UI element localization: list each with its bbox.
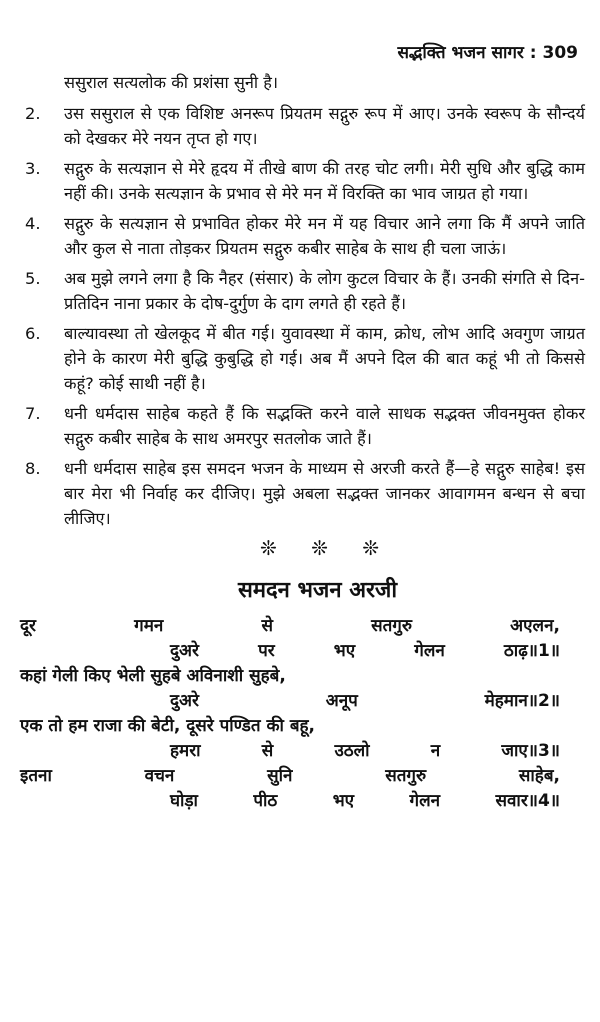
verse-line — [170, 639, 560, 664]
verse-line — [170, 739, 560, 764]
verse-word: घोड़ा — [170, 791, 198, 811]
paragraph-text: धनी धर्मदास साहेब इस समदन भजन के माध्यम से अरजी करते हैं—हे सद्गुरु साहेब! इस बार मेरा भी निर्वाह कर दीजिए। मुझे अबला सद्भक्त जानकर आवागमन बन्धन से बचा लीजिए। — [64, 459, 585, 528]
body-text — [20, 70, 585, 814]
verse-word: भए — [333, 641, 356, 661]
verse-word: दुअरे — [170, 641, 199, 661]
verse-word: दुअरे — [170, 691, 199, 711]
paragraph-number: 6. — [25, 324, 41, 343]
verse-word: से — [261, 741, 274, 761]
verse-line — [170, 789, 560, 814]
verse-word: गेलन — [414, 641, 445, 661]
ornament-divider: ❊ ❊ ❊ — [260, 536, 393, 560]
verse-word: गमन — [134, 616, 164, 636]
verse-word: से — [261, 616, 273, 636]
verse-word: दूर — [20, 616, 36, 636]
verse-word: इतना — [20, 766, 52, 786]
paragraph-text: अब मुझे लगने लगा है कि नैहर (संसार) के लोग कुटल विचार के हैं। उनकी संगति से दिन-प्रतिदिन नाना प्रकार के दोष-दुर्गुण के दाग लगते ही रहते हैं। — [64, 269, 585, 313]
paragraph-3 — [20, 156, 585, 206]
verse-word: पीठ — [253, 791, 278, 811]
verse-word: गेलन — [409, 791, 441, 811]
paragraph-number: 7. — [25, 404, 41, 423]
verse-word: अनूप — [325, 691, 358, 711]
verse-line — [20, 764, 560, 789]
paragraph-2 — [20, 101, 585, 151]
paragraph-6 — [20, 321, 585, 396]
verse-word: हमरा — [170, 741, 201, 761]
paragraph-8 — [20, 456, 585, 531]
verse-word: सतगुरु — [385, 766, 427, 786]
verse-line — [20, 614, 560, 639]
verse-line — [20, 664, 560, 689]
verse-word: कहां गेली किए भेली सुहबे अविनाशी सुहबे, — [20, 666, 286, 686]
paragraph-4 — [20, 211, 585, 261]
verse-line — [20, 714, 560, 739]
verse-word: जाए॥3॥ — [501, 741, 560, 761]
paragraph-5 — [20, 266, 585, 316]
verse-word: मेहमान॥2॥ — [484, 691, 560, 711]
verse-word: सवार॥4॥ — [495, 791, 560, 811]
section-title: समदन भजन अरजी — [237, 578, 398, 603]
verse-word: सतगुरु — [371, 616, 413, 636]
paragraph-number: 3. — [25, 159, 41, 178]
paragraph-text: धनी धर्मदास साहेब कहते हैं कि सद्भक्ति करने वाले साधक सद्भक्त जीवनमुक्त होकर सद्गुरु कबीर साहेब के साथ अमरपुर सतलोक जाते हैं। — [64, 404, 585, 448]
paragraph-number: 5. — [25, 269, 41, 288]
paragraph-number: 2. — [25, 104, 41, 123]
verse-word: पर — [258, 641, 275, 661]
verse-block — [20, 614, 585, 814]
verse-word: अएलन, — [510, 616, 560, 636]
verse-word: न — [430, 741, 441, 761]
continuation-paragraph — [20, 70, 585, 95]
paragraph-text: सद्गुरु के सत्यज्ञान से मेरे हृदय में तीखे बाण की तरह चोट लगी। मेरी सुधि और बुद्धि काम नहीं की। उनके सत्यज्ञान के प्रभाव से मेरे मन में विरक्ति का भाव जाग्रत हो गया। — [64, 159, 585, 203]
paragraph-number: 4. — [25, 214, 41, 233]
running-header: सद्भक्ति भजन सागर : 309 — [397, 43, 578, 63]
verse-word: एक तो हम राजा की बेटी, दूसरे पण्डित की बहू, — [20, 716, 316, 736]
paragraph-number: 8. — [25, 459, 41, 478]
paragraph-7 — [20, 401, 585, 451]
paragraph-text: उस ससुराल से एक विशिष्ट अनरूप प्रियतम सद्गुरु रूप में आए। उनके स्वरूप के सौन्दर्य को देखकर मेरे नयन तृप्त हो गए। — [64, 104, 585, 148]
paragraph-text: सद्गुरु के सत्यज्ञान से प्रभावित होकर मेरे मन में यह विचार आने लगा कि मैं अपने जाति और कुल से नाता तोड़कर प्रियतम सद्गुरु कबीर साहेब के साथ ही चला जाऊं। — [64, 214, 585, 258]
verse-word: ठाढ़॥1॥ — [503, 641, 560, 661]
paragraph-text: ससुराल सत्यलोक की प्रशंसा सुनी है। — [64, 73, 279, 92]
paragraph-text: बाल्यावस्था तो खेलकूद में बीत गई। युवावस्था में काम, क्रोध, लोभ आदि अवगुण जाग्रत होने के कारण मेरी बुद्धि कुबुद्धि हो गई। अब मैं अपने दिल की बात कहूं भी तो किससे कहूं? कोई साथी नहीं है। — [64, 324, 585, 393]
verse-word: उठलो — [334, 741, 370, 761]
verse-line — [170, 689, 560, 714]
verse-word: वचन — [144, 766, 175, 786]
verse-word: साहेब, — [518, 766, 560, 786]
verse-word: सुनि — [267, 766, 293, 786]
verse-word: भए — [332, 791, 355, 811]
